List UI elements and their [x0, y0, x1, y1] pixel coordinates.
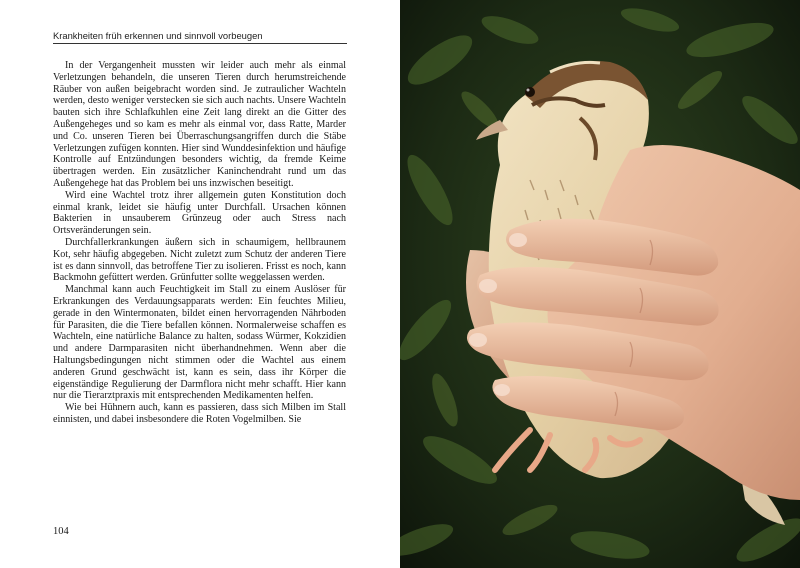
page-number: 104: [53, 526, 69, 537]
header-rule: [53, 43, 347, 44]
paragraph: In der Vergangenheit mussten wir leider auch mehr als einmal Verletzungen behandeln, die unseren Tieren durch herumstreichende Räuber von außen beigebracht worden sind. Je zutraulicher Wachteln werden, desto weniger verstecken sie sich auch nachts. Unsere Wachteln bauten sich ihre Schlafkuhlen eine Zeit lang direkt an die Gitter des Außengeheges und so kam es mehr als einmal vor, dass Ratte, Marder und Co. unseren Tieren bei Überraschungsangriffen durch die Stäbe Verletzungen zufügen konnten. Hier sind Wunddesinfektion und häufige Kontrolle auf Entzündungen besonders wichtig, da fremde Keime übertragen werden. Ein zusätzlicher Kaninchendraht rund um das Außengehege hat das Problem bei uns inzwischen beseitigt.: [53, 60, 346, 189]
right-page-photo: [400, 0, 800, 568]
quail-eye: [525, 87, 535, 97]
paragraph: Wird eine Wachtel trotz ihrer allgemein guten Konstitution doch einmal krank, leidet sie häufig unter Durchfall. Ursachen können Bakterien in unsauberem Grünzeug oder auch Stress nach Ortsveränderungen sein.: [53, 189, 346, 237]
body-text: [53, 60, 346, 426]
paragraph: Durchfallerkrankungen äußern sich in schaumigem, hellbraunem Kot, sehr häufig abgegeben. Nicht zuletzt zum Schutz der anderen Tiere ist es dann sinnvoll, das betroffene Tier zu isolieren. Frisst es noch, kann Backmohn gefüttert werden. Grünfutter sollte weggelassen werden.: [53, 236, 346, 284]
paragraph: Manchmal kann auch Feuchtigkeit im Stall zu einem Auslöser für Erkrankungen des Verdauungsapparats werden: Ein feuchtes Milieu, gerade in den Wintermonaten, bildet einen hervorragenden Nährboden für Parasiten, die die Tiere befallen können. Normalerweise schaffen es Wachteln, eine natürliche Balance zu halten, sodass Würmer, Kokzidien und andere Darmparasiten nicht überhandnehmen. Wenn aber die Haltungsbedingungen nicht stimmen oder die Wachtel aus einem anderen Grund geschwächt ist, kann es sein, dass ihr Körper die eigenständige Regulierung der Darmflora nicht mehr schafft. Hier kann nur die Tierarztpraxis mit entsprechenden Medikamenten helfen.: [53, 284, 346, 402]
running-head: Krankheiten früh erkennen und sinnvoll vorbeugen: [53, 30, 263, 41]
quail-in-hands-photo: [400, 0, 800, 568]
paragraph: Wie bei Hühnern auch, kann es passieren, dass sich Milben im Stall einnisten, und dabei insbesondere die Roten Vogelmilben. Sie: [53, 402, 346, 425]
